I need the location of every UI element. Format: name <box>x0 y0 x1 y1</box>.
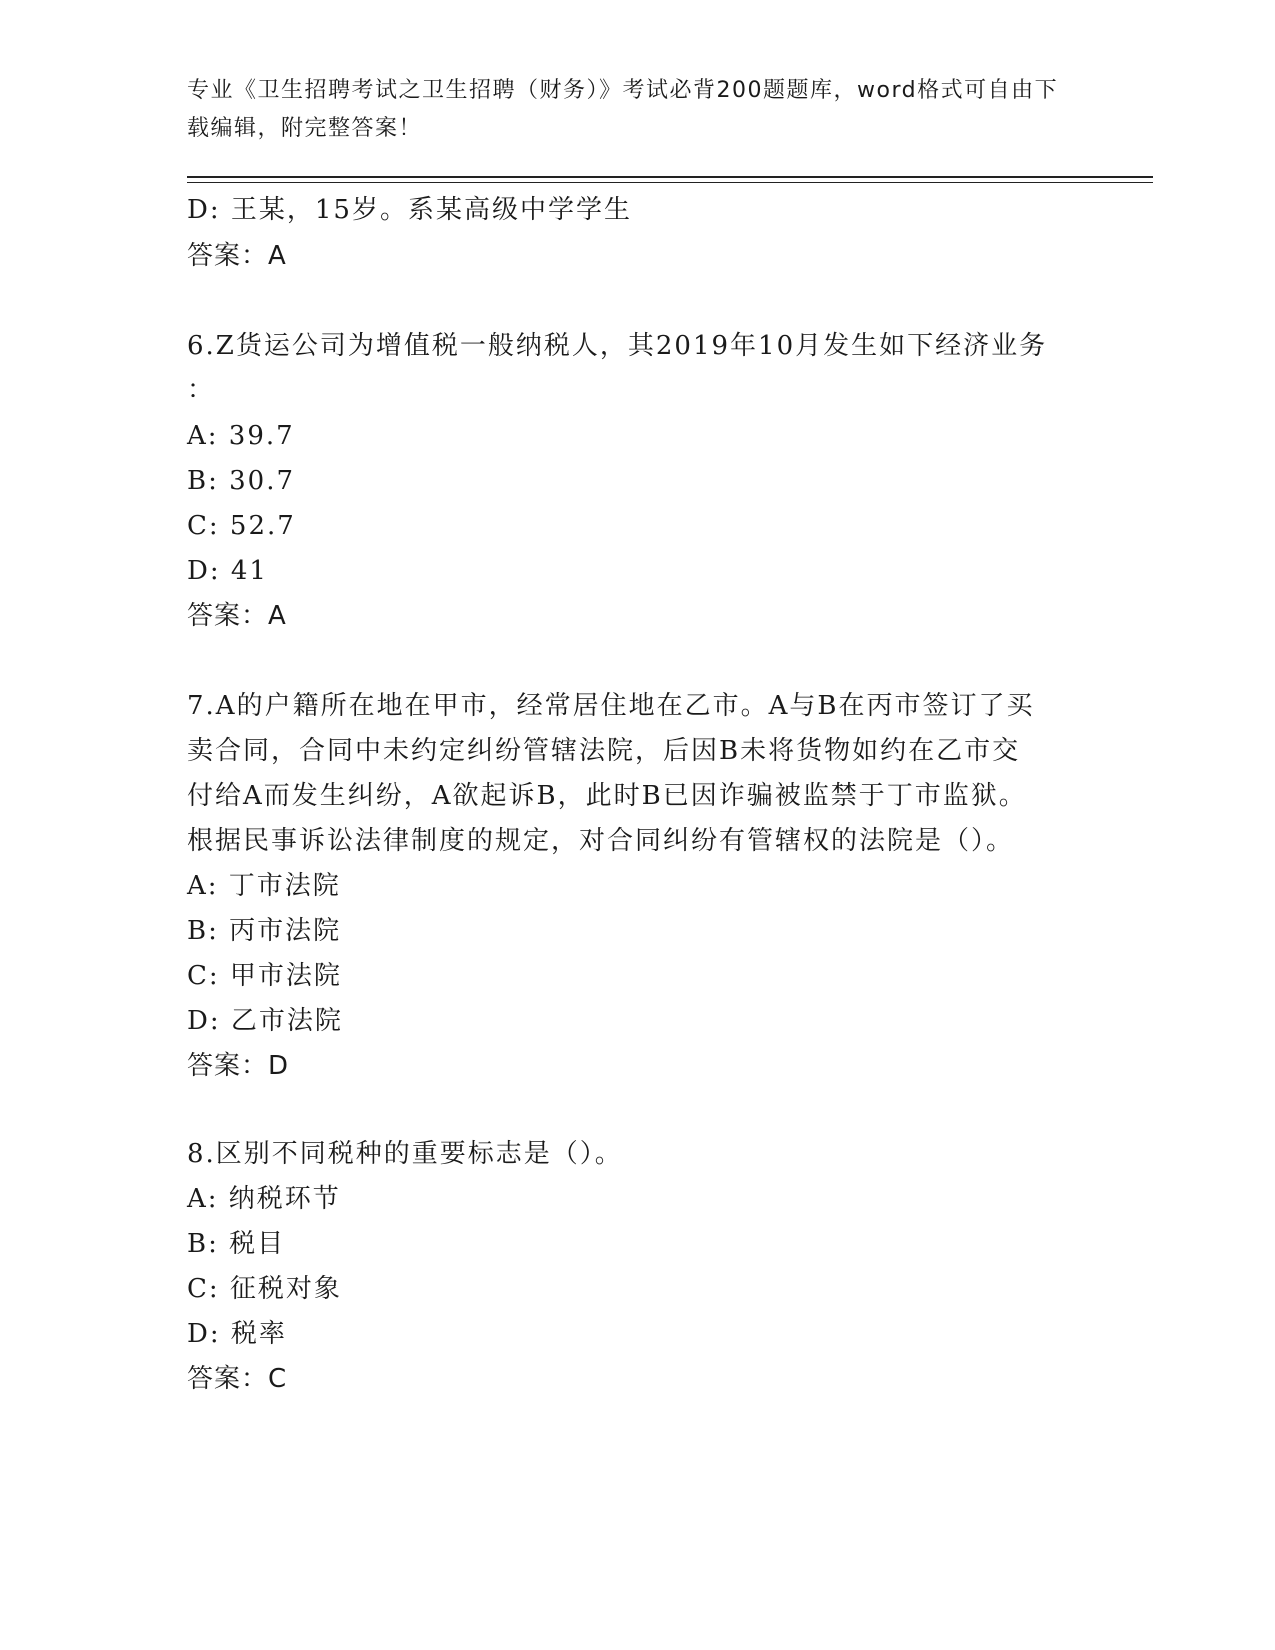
question-text: 卖合同，合同中未约定纠纷管辖法院，后因B未将货物如约在乙市交 <box>187 736 1021 766</box>
question-text: 根据民事诉讼法律制度的规定，对合同纠纷有管辖权的法院是（）。 <box>187 826 1015 856</box>
header-divider-thin <box>187 182 1153 183</box>
question-text: 7.A的户籍所在地在甲市，经常居住地在乙市。A与B在丙市签订了买 <box>187 691 1035 721</box>
option-line: B: 税目 <box>187 1229 286 1259</box>
answer-line: 答案：A <box>187 241 287 271</box>
answer-line: 答案：D <box>187 1051 290 1081</box>
option-line: A: 39.7 <box>187 421 295 451</box>
option-line: A: 丁市法院 <box>187 871 341 901</box>
option-line: B: 30.7 <box>187 466 296 496</box>
header-divider <box>187 176 1153 178</box>
question-text: 付给A而发生纠纷，A欲起诉B，此时B已因诈骗被监禁于丁市监狱。 <box>187 781 1027 811</box>
option-line: D: 41 <box>187 556 268 586</box>
option-line: C: 甲市法院 <box>187 961 342 991</box>
option-line: D: 乙市法院 <box>187 1006 343 1036</box>
question-text: 6.Z货运公司为增值税一般纳税人，其2019年10月发生如下经济业务 <box>187 331 1048 361</box>
answer-line: 答案：C <box>187 1364 288 1394</box>
question-text: 8.区别不同税种的重要标志是（）。 <box>187 1139 623 1169</box>
option-line: D: 王某，15岁。系某高级中学学生 <box>187 195 632 225</box>
option-line: D: 税率 <box>187 1319 287 1349</box>
option-line: C: 52.7 <box>187 511 296 541</box>
document-header: 专业《卫生招聘考试之卫生招聘（财务）》考试必背200题题库，word格式可自由下载编辑，附完整答案！ <box>187 78 1059 141</box>
answer-line: 答案：A <box>187 601 287 631</box>
question-text: ： <box>187 375 216 405</box>
option-line: B: 丙市法院 <box>187 916 342 946</box>
option-line: A: 纳税环节 <box>187 1184 341 1214</box>
option-line: C: 征税对象 <box>187 1274 342 1304</box>
